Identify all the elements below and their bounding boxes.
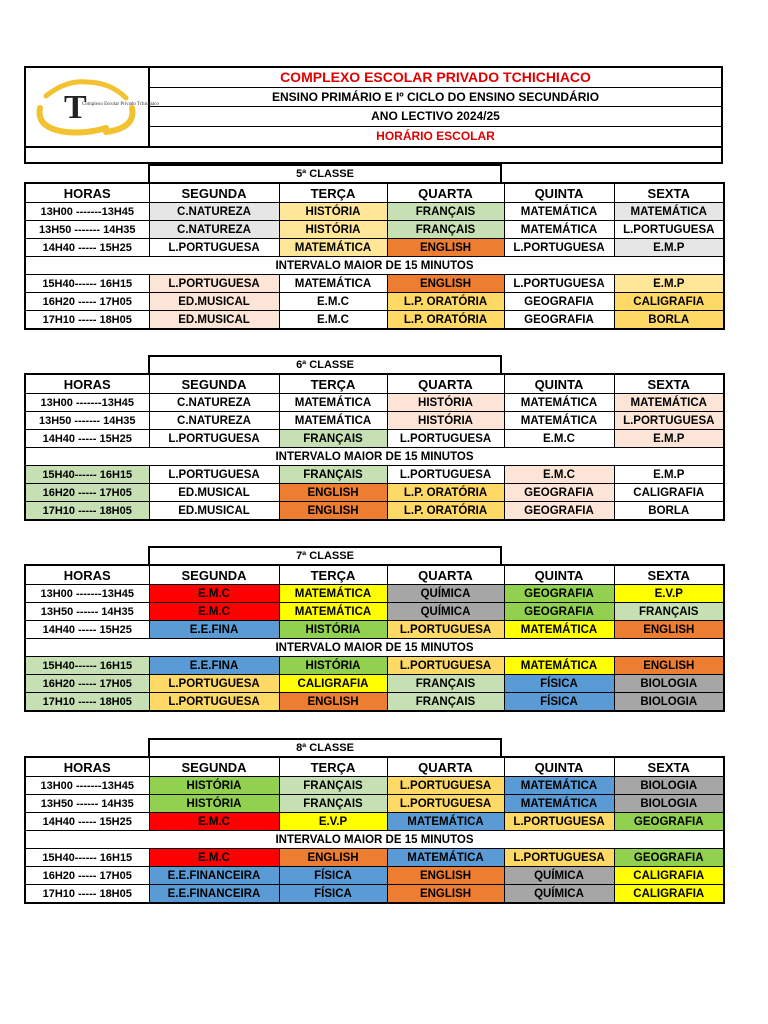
interval-label: INTERVALO MAIOR DE 15 MINUTOS <box>25 257 724 275</box>
table-row <box>25 203 724 221</box>
time-slot: 16H20 ----- 17H05 <box>25 293 149 311</box>
time-slot: 17H10 ----- 18H05 <box>25 885 149 904</box>
subject-cell: L.PORTUGUESA <box>149 693 279 712</box>
subject-cell: ENGLISH <box>614 621 724 639</box>
subject-cell: HISTÓRIA <box>149 777 279 795</box>
subject-cell: HISTÓRIA <box>279 621 387 639</box>
subject-cell: MATEMÁTICA <box>504 657 614 675</box>
table-row <box>25 394 724 412</box>
subject-cell: L.P. ORATÓRIA <box>387 311 504 330</box>
table-row <box>25 603 724 621</box>
time-slot: 13H00 -------13H45 <box>25 777 149 795</box>
subject-cell: HISTÓRIA <box>279 657 387 675</box>
subject-cell: E.V.P <box>614 585 724 603</box>
subject-cell: C.NATUREZA <box>149 412 279 430</box>
schedule-table <box>24 756 725 904</box>
column-header: TERÇA <box>279 565 387 585</box>
table-row <box>25 693 724 712</box>
subject-cell: BORLA <box>614 311 724 330</box>
header-row <box>25 757 724 777</box>
subject-cell: FRANÇAIS <box>387 221 504 239</box>
subject-cell: GEOGRAFIA <box>504 585 614 603</box>
subject-cell: C.NATUREZA <box>149 221 279 239</box>
table-row <box>25 430 724 448</box>
subject-cell: ENGLISH <box>279 849 387 867</box>
subject-cell: L.PORTUGUESA <box>387 466 504 484</box>
time-slot: 16H20 ----- 17H05 <box>25 484 149 502</box>
column-header: SEXTA <box>614 757 724 777</box>
subject-cell: L.PORTUGUESA <box>387 657 504 675</box>
header-blank-row <box>26 146 721 162</box>
interval-label: INTERVALO MAIOR DE 15 MINUTOS <box>25 831 724 849</box>
subject-cell: E.E.FINANCEIRA <box>149 885 279 904</box>
subject-cell: L.PORTUGUESA <box>149 239 279 257</box>
schedule-table <box>24 373 725 521</box>
table-row <box>25 275 724 293</box>
subject-cell: ENGLISH <box>279 693 387 712</box>
subject-cell: MATEMÁTICA <box>279 412 387 430</box>
column-header: HORAS <box>25 374 149 394</box>
schedule-table <box>24 564 725 712</box>
time-slot: 13H50 ------ 14H35 <box>25 603 149 621</box>
subject-cell: BIOLOGIA <box>614 693 724 712</box>
table-row <box>25 293 724 311</box>
column-header: QUARTA <box>387 757 504 777</box>
header-row <box>25 374 724 394</box>
table-row <box>25 849 724 867</box>
time-slot: 14H40 ----- 15H25 <box>25 239 149 257</box>
subject-cell: MATEMÁTICA <box>279 394 387 412</box>
subject-cell: CALIGRAFIA <box>614 484 724 502</box>
time-slot: 14H40 ----- 15H25 <box>25 430 149 448</box>
subject-cell: ED.MUSICAL <box>149 502 279 521</box>
table-row <box>25 657 724 675</box>
subject-cell: E.M.C <box>504 466 614 484</box>
time-slot: 15H40------ 16H15 <box>25 466 149 484</box>
time-slot: 13H50 ------ 14H35 <box>25 795 149 813</box>
subject-cell: QUÍMICA <box>387 603 504 621</box>
column-header: SEGUNDA <box>149 757 279 777</box>
subject-cell: MATEMÁTICA <box>387 849 504 867</box>
subject-cell: L.P. ORATÓRIA <box>387 484 504 502</box>
subject-cell: MATEMÁTICA <box>387 813 504 831</box>
subject-cell: L.PORTUGUESA <box>149 430 279 448</box>
class-title: 7ª CLASSE <box>148 546 502 565</box>
subject-cell: E.M.P <box>614 275 724 293</box>
subject-cell: FÍSICA <box>279 885 387 904</box>
subject-cell: CALIGRAFIA <box>614 293 724 311</box>
subject-cell: E.M.C <box>504 430 614 448</box>
subject-cell: L.PORTUGUESA <box>387 621 504 639</box>
time-slot: 14H40 ----- 15H25 <box>25 621 149 639</box>
subject-cell: MATEMÁTICA <box>279 239 387 257</box>
time-slot: 13H50 ------- 14H35 <box>25 412 149 430</box>
column-header: HORAS <box>25 183 149 203</box>
interval-row <box>25 448 724 466</box>
subject-cell: QUÍMICA <box>504 867 614 885</box>
logo-text: Complexo Escolar Privado Tchichiaco <box>82 102 159 107</box>
subject-cell: HISTÓRIA <box>149 795 279 813</box>
interval-label: INTERVALO MAIOR DE 15 MINUTOS <box>25 639 724 657</box>
time-slot: 16H20 ----- 17H05 <box>25 675 149 693</box>
subject-cell: FRANÇAIS <box>387 693 504 712</box>
document-title: HORÁRIO ESCOLAR <box>376 128 495 143</box>
subject-cell: CALIGRAFIA <box>614 885 724 904</box>
table-row <box>25 867 724 885</box>
time-slot: 15H40------ 16H15 <box>25 849 149 867</box>
table-row <box>25 795 724 813</box>
subject-cell: QUÍMICA <box>387 585 504 603</box>
subject-cell: FRANÇAIS <box>387 203 504 221</box>
table-row <box>25 621 724 639</box>
subject-cell: E.M.C <box>149 849 279 867</box>
subject-cell: HISTÓRIA <box>387 394 504 412</box>
subject-cell: MATEMÁTICA <box>279 585 387 603</box>
column-header: SEXTA <box>614 183 724 203</box>
subject-cell: BIOLOGIA <box>614 777 724 795</box>
education-level: ENSINO PRIMÁRIO E Iº CICLO DO ENSINO SECUNDÁRIO <box>150 88 721 108</box>
subject-cell: MATEMÁTICA <box>504 221 614 239</box>
subject-cell: FRANÇAIS <box>387 675 504 693</box>
subject-cell: ENGLISH <box>279 502 387 521</box>
subject-cell: MATEMÁTICA <box>504 795 614 813</box>
subject-cell: BIOLOGIA <box>614 675 724 693</box>
subject-cell: FRANÇAIS <box>279 430 387 448</box>
time-slot: 16H20 ----- 17H05 <box>25 867 149 885</box>
table-row <box>25 466 724 484</box>
subject-cell: E.M.P <box>614 466 724 484</box>
column-header: SEGUNDA <box>149 565 279 585</box>
subject-cell: GEOGRAFIA <box>504 293 614 311</box>
logo-cell <box>26 68 159 146</box>
subject-cell: FRANÇAIS <box>614 603 724 621</box>
table-row <box>25 777 724 795</box>
column-header: SEXTA <box>614 565 724 585</box>
subject-cell: L.PORTUGUESA <box>504 813 614 831</box>
academic-year: ANO LECTIVO 2024/25 <box>150 107 721 127</box>
time-slot: 14H40 ----- 15H25 <box>25 813 149 831</box>
subject-cell: BIOLOGIA <box>614 795 724 813</box>
column-header: QUINTA <box>504 183 614 203</box>
subject-cell: GEOGRAFIA <box>504 502 614 521</box>
table-row <box>25 585 724 603</box>
logo-letter: T <box>64 89 87 126</box>
subject-cell: HISTÓRIA <box>279 221 387 239</box>
subject-cell: L.PORTUGUESA <box>614 412 724 430</box>
subject-cell: GEOGRAFIA <box>504 311 614 330</box>
subject-cell: E.M.C <box>149 603 279 621</box>
subject-cell: FÍSICA <box>504 693 614 712</box>
interval-row <box>25 831 724 849</box>
column-header: QUINTA <box>504 757 614 777</box>
subject-cell: QUÍMICA <box>504 885 614 904</box>
table-row <box>25 885 724 904</box>
column-header: HORAS <box>25 757 149 777</box>
subject-cell: E.E.FINA <box>149 621 279 639</box>
subject-cell: ENGLISH <box>387 239 504 257</box>
column-header: QUINTA <box>504 374 614 394</box>
table-row <box>25 484 724 502</box>
header-row <box>25 183 724 203</box>
column-header: QUARTA <box>387 565 504 585</box>
header-row <box>25 565 724 585</box>
subject-cell: E.M.C <box>279 311 387 330</box>
subject-cell: L.PORTUGUESA <box>504 275 614 293</box>
subject-cell: FRANÇAIS <box>279 795 387 813</box>
schedule-table <box>24 182 725 330</box>
subject-cell: L.P. ORATÓRIA <box>387 293 504 311</box>
subject-cell: HISTÓRIA <box>279 203 387 221</box>
interval-row <box>25 257 724 275</box>
time-slot: 17H10 ----- 18H05 <box>25 693 149 712</box>
subject-cell: MATEMÁTICA <box>504 777 614 795</box>
table-row <box>25 239 724 257</box>
subject-cell: ENGLISH <box>614 657 724 675</box>
subject-cell: E.M.C <box>149 585 279 603</box>
column-header: SEGUNDA <box>149 374 279 394</box>
subject-cell: L.P. ORATÓRIA <box>387 502 504 521</box>
subject-cell: L.PORTUGUESA <box>149 466 279 484</box>
subject-cell: E.M.P <box>614 239 724 257</box>
column-header: SEXTA <box>614 374 724 394</box>
subject-cell: ED.MUSICAL <box>149 311 279 330</box>
subject-cell: L.PORTUGUESA <box>387 777 504 795</box>
time-slot: 13H00 -------13H45 <box>25 394 149 412</box>
class-title: 8ª CLASSE <box>148 738 502 757</box>
subject-cell: FRANÇAIS <box>279 466 387 484</box>
column-header: TERÇA <box>279 183 387 203</box>
table-row <box>25 675 724 693</box>
subject-cell: L.PORTUGUESA <box>387 430 504 448</box>
subject-cell: C.NATUREZA <box>149 203 279 221</box>
subject-cell: E.M.C <box>149 813 279 831</box>
school-header <box>24 66 723 164</box>
column-header: TERÇA <box>279 374 387 394</box>
subject-cell: GEOGRAFIA <box>614 813 724 831</box>
subject-cell: L.PORTUGUESA <box>149 675 279 693</box>
subject-cell: FRANÇAIS <box>279 777 387 795</box>
subject-cell: MATEMÁTICA <box>614 203 724 221</box>
school-name: COMPLEXO ESCOLAR PRIVADO TCHICHIACO <box>150 68 721 88</box>
school-logo <box>26 68 159 142</box>
interval-label: INTERVALO MAIOR DE 15 MINUTOS <box>25 448 724 466</box>
class-title: 5ª CLASSE <box>148 164 502 183</box>
subject-cell: E.E.FINANCEIRA <box>149 867 279 885</box>
class-title: 6ª CLASSE <box>148 355 502 374</box>
column-header: HORAS <box>25 565 149 585</box>
subject-cell: MATEMÁTICA <box>614 394 724 412</box>
subject-cell: ENGLISH <box>279 484 387 502</box>
table-row <box>25 412 724 430</box>
table-row <box>25 311 724 330</box>
subject-cell: HISTÓRIA <box>387 412 504 430</box>
time-slot: 13H00 -------13H45 <box>25 585 149 603</box>
time-slot: 13H00 -------13H45 <box>25 203 149 221</box>
subject-cell: GEOGRAFIA <box>504 603 614 621</box>
subject-cell: ED.MUSICAL <box>149 293 279 311</box>
table-row <box>25 502 724 521</box>
time-slot: 17H10 ----- 18H05 <box>25 311 149 330</box>
time-slot: 15H40------ 16H15 <box>25 657 149 675</box>
column-header: QUINTA <box>504 565 614 585</box>
column-header: SEGUNDA <box>149 183 279 203</box>
subject-cell: MATEMÁTICA <box>279 603 387 621</box>
column-header: QUARTA <box>387 374 504 394</box>
table-row <box>25 813 724 831</box>
subject-cell: L.PORTUGUESA <box>614 221 724 239</box>
subject-cell: E.M.C <box>279 293 387 311</box>
subject-cell: C.NATUREZA <box>149 394 279 412</box>
time-slot: 17H10 ----- 18H05 <box>25 502 149 521</box>
subject-cell: ED.MUSICAL <box>149 484 279 502</box>
time-slot: 13H50 ------- 14H35 <box>25 221 149 239</box>
title-block <box>150 68 721 146</box>
column-header: TERÇA <box>279 757 387 777</box>
subject-cell: MATEMÁTICA <box>504 621 614 639</box>
subject-cell: CALIGRAFIA <box>279 675 387 693</box>
subject-cell: L.PORTUGUESA <box>149 275 279 293</box>
subject-cell: L.PORTUGUESA <box>504 239 614 257</box>
subject-cell: ENGLISH <box>387 275 504 293</box>
subject-cell: ENGLISH <box>387 885 504 904</box>
interval-row <box>25 639 724 657</box>
subject-cell: MATEMÁTICA <box>279 275 387 293</box>
column-header: QUARTA <box>387 183 504 203</box>
subject-cell: L.PORTUGUESA <box>504 849 614 867</box>
subject-cell: FÍSICA <box>279 867 387 885</box>
subject-cell: GEOGRAFIA <box>614 849 724 867</box>
subject-cell: FÍSICA <box>504 675 614 693</box>
subject-cell: MATEMÁTICA <box>504 412 614 430</box>
subject-cell: E.V.P <box>279 813 387 831</box>
subject-cell: L.PORTUGUESA <box>387 795 504 813</box>
subject-cell: MATEMÁTICA <box>504 203 614 221</box>
subject-cell: E.M.P <box>614 430 724 448</box>
subject-cell: CALIGRAFIA <box>614 867 724 885</box>
subject-cell: GEOGRAFIA <box>504 484 614 502</box>
subject-cell: E.E.FINA <box>149 657 279 675</box>
table-row <box>25 221 724 239</box>
subject-cell: ENGLISH <box>387 867 504 885</box>
time-slot: 15H40------ 16H15 <box>25 275 149 293</box>
subject-cell: BORLA <box>614 502 724 521</box>
subject-cell: MATEMÁTICA <box>504 394 614 412</box>
